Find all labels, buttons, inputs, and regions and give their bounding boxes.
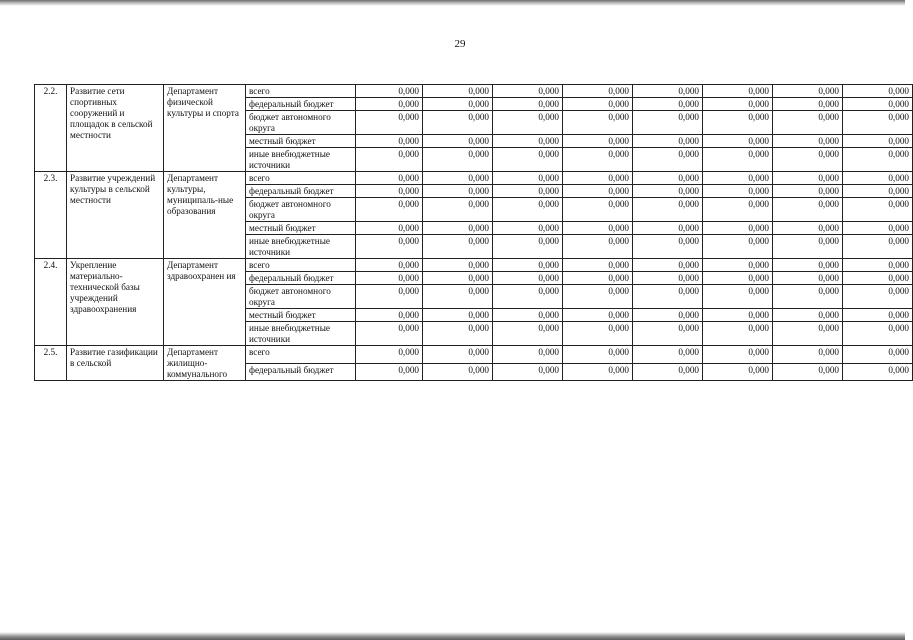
funding-value: 0,000	[703, 285, 773, 309]
funding-value: 0,000	[356, 85, 423, 98]
funding-value: 0,000	[493, 272, 563, 285]
funding-source: местный бюджет	[246, 135, 356, 148]
funding-source: бюджет автономного округа	[246, 285, 356, 309]
section-title: Развитие сети спортивных сооружений и площадок в сельской местности	[67, 85, 164, 172]
funding-value: 0,000	[703, 259, 773, 272]
funding-value: 0,000	[843, 185, 913, 198]
funding-source: иные внебюджетные источники	[246, 322, 356, 346]
funding-value: 0,000	[563, 285, 633, 309]
funding-value: 0,000	[773, 222, 843, 235]
funding-value: 0,000	[773, 148, 843, 172]
funding-value: 0,000	[356, 309, 423, 322]
funding-value: 0,000	[703, 322, 773, 346]
funding-value: 0,000	[423, 185, 493, 198]
funding-value: 0,000	[843, 346, 913, 364]
funding-value: 0,000	[843, 98, 913, 111]
funding-value: 0,000	[843, 363, 913, 381]
funding-value: 0,000	[633, 322, 703, 346]
funding-value: 0,000	[356, 363, 423, 381]
funding-value: 0,000	[356, 98, 423, 111]
funding-value: 0,000	[703, 185, 773, 198]
funding-value: 0,000	[493, 309, 563, 322]
funding-value: 0,000	[703, 272, 773, 285]
table-row	[35, 346, 913, 364]
funding-value: 0,000	[773, 346, 843, 364]
budget-table	[34, 84, 913, 381]
funding-value: 0,000	[703, 111, 773, 135]
funding-value: 0,000	[423, 148, 493, 172]
funding-value: 0,000	[633, 309, 703, 322]
funding-value: 0,000	[633, 363, 703, 381]
funding-value: 0,000	[493, 259, 563, 272]
funding-value: 0,000	[703, 363, 773, 381]
funding-value: 0,000	[843, 235, 913, 259]
funding-source: всего	[246, 172, 356, 185]
funding-value: 0,000	[703, 148, 773, 172]
funding-value: 0,000	[703, 85, 773, 98]
section-title: Развитие учреждений культуры в сельской местности	[67, 172, 164, 259]
funding-value: 0,000	[356, 346, 423, 364]
funding-value: 0,000	[356, 135, 423, 148]
funding-value: 0,000	[493, 135, 563, 148]
table-row	[35, 259, 913, 272]
funding-value: 0,000	[633, 135, 703, 148]
funding-value: 0,000	[356, 198, 423, 222]
funding-value: 0,000	[703, 222, 773, 235]
funding-value: 0,000	[493, 235, 563, 259]
funding-value: 0,000	[633, 272, 703, 285]
funding-value: 0,000	[493, 85, 563, 98]
funding-value: 0,000	[423, 135, 493, 148]
funding-value: 0,000	[356, 322, 423, 346]
funding-value: 0,000	[843, 111, 913, 135]
funding-value: 0,000	[423, 222, 493, 235]
funding-source: бюджет автономного округа	[246, 198, 356, 222]
funding-value: 0,000	[423, 111, 493, 135]
funding-value: 0,000	[843, 135, 913, 148]
section-title: Развитие газификации в сельской	[67, 346, 164, 381]
funding-value: 0,000	[633, 172, 703, 185]
responsible-department: Департамент культуры, муниципаль-ные образования	[164, 172, 246, 259]
funding-value: 0,000	[423, 172, 493, 185]
funding-value: 0,000	[563, 235, 633, 259]
funding-value: 0,000	[563, 111, 633, 135]
funding-value: 0,000	[563, 98, 633, 111]
funding-value: 0,000	[563, 363, 633, 381]
funding-value: 0,000	[703, 346, 773, 364]
funding-value: 0,000	[563, 309, 633, 322]
funding-value: 0,000	[563, 222, 633, 235]
funding-value: 0,000	[423, 85, 493, 98]
funding-value: 0,000	[773, 259, 843, 272]
funding-value: 0,000	[703, 98, 773, 111]
funding-value: 0,000	[703, 309, 773, 322]
funding-value: 0,000	[563, 185, 633, 198]
funding-value: 0,000	[633, 98, 703, 111]
funding-source: всего	[246, 346, 356, 364]
funding-value: 0,000	[843, 198, 913, 222]
funding-value: 0,000	[633, 198, 703, 222]
funding-value: 0,000	[493, 98, 563, 111]
funding-value: 0,000	[773, 172, 843, 185]
funding-value: 0,000	[563, 172, 633, 185]
funding-value: 0,000	[493, 222, 563, 235]
funding-source: федеральный бюджет	[246, 363, 356, 381]
funding-value: 0,000	[773, 185, 843, 198]
funding-value: 0,000	[633, 148, 703, 172]
funding-value: 0,000	[633, 235, 703, 259]
funding-value: 0,000	[563, 259, 633, 272]
funding-value: 0,000	[493, 346, 563, 364]
funding-value: 0,000	[773, 135, 843, 148]
funding-value: 0,000	[356, 235, 423, 259]
funding-value: 0,000	[773, 198, 843, 222]
funding-value: 0,000	[493, 285, 563, 309]
funding-value: 0,000	[356, 222, 423, 235]
funding-value: 0,000	[563, 198, 633, 222]
funding-value: 0,000	[563, 272, 633, 285]
funding-value: 0,000	[843, 85, 913, 98]
funding-value: 0,000	[633, 185, 703, 198]
responsible-department: Департамент жилищно-коммунального	[164, 346, 246, 381]
funding-value: 0,000	[493, 148, 563, 172]
funding-value: 0,000	[773, 85, 843, 98]
funding-value: 0,000	[843, 222, 913, 235]
funding-value: 0,000	[843, 272, 913, 285]
funding-source: всего	[246, 259, 356, 272]
funding-value: 0,000	[633, 285, 703, 309]
funding-value: 0,000	[423, 98, 493, 111]
funding-value: 0,000	[356, 111, 423, 135]
funding-value: 0,000	[423, 309, 493, 322]
funding-value: 0,000	[773, 235, 843, 259]
funding-source: федеральный бюджет	[246, 185, 356, 198]
funding-value: 0,000	[843, 322, 913, 346]
funding-value: 0,000	[703, 198, 773, 222]
funding-value: 0,000	[356, 272, 423, 285]
funding-value: 0,000	[843, 309, 913, 322]
section-title: Укрепление материально-технической базы учреждений здравоохранения	[67, 259, 164, 346]
funding-value: 0,000	[633, 222, 703, 235]
funding-value: 0,000	[703, 135, 773, 148]
funding-value: 0,000	[493, 185, 563, 198]
page-number: 29	[454, 38, 466, 50]
table-row	[35, 172, 913, 185]
funding-source: федеральный бюджет	[246, 98, 356, 111]
funding-value: 0,000	[423, 235, 493, 259]
funding-value: 0,000	[423, 322, 493, 346]
funding-source: всего	[246, 85, 356, 98]
funding-value: 0,000	[356, 285, 423, 309]
funding-value: 0,000	[493, 198, 563, 222]
funding-value: 0,000	[703, 235, 773, 259]
funding-value: 0,000	[563, 135, 633, 148]
funding-value: 0,000	[423, 198, 493, 222]
section-number: 2.2.	[35, 85, 67, 172]
funding-value: 0,000	[843, 148, 913, 172]
funding-value: 0,000	[563, 148, 633, 172]
funding-value: 0,000	[493, 111, 563, 135]
scan-edge-top	[0, 0, 905, 6]
funding-value: 0,000	[356, 185, 423, 198]
funding-value: 0,000	[493, 363, 563, 381]
funding-source: местный бюджет	[246, 222, 356, 235]
funding-source: местный бюджет	[246, 309, 356, 322]
section-number: 2.5.	[35, 346, 67, 381]
funding-value: 0,000	[356, 259, 423, 272]
funding-value: 0,000	[773, 363, 843, 381]
table-body	[35, 85, 913, 381]
funding-value: 0,000	[423, 259, 493, 272]
funding-value: 0,000	[563, 85, 633, 98]
responsible-department: Департамент здравоохранен ия	[164, 259, 246, 346]
funding-value: 0,000	[633, 111, 703, 135]
funding-value: 0,000	[773, 111, 843, 135]
funding-value: 0,000	[773, 322, 843, 346]
funding-value: 0,000	[703, 172, 773, 185]
section-number: 2.3.	[35, 172, 67, 259]
section-number: 2.4.	[35, 259, 67, 346]
funding-source: иные внебюджетные источники	[246, 235, 356, 259]
funding-value: 0,000	[563, 346, 633, 364]
funding-value: 0,000	[633, 346, 703, 364]
funding-source: бюджет автономного округа	[246, 111, 356, 135]
funding-value: 0,000	[633, 259, 703, 272]
funding-value: 0,000	[423, 363, 493, 381]
funding-value: 0,000	[773, 285, 843, 309]
funding-value: 0,000	[773, 309, 843, 322]
responsible-department: Департамент физической культуры и спорта	[164, 85, 246, 172]
funding-value: 0,000	[493, 322, 563, 346]
table-row	[35, 85, 913, 98]
funding-value: 0,000	[423, 346, 493, 364]
funding-value: 0,000	[843, 172, 913, 185]
funding-value: 0,000	[356, 148, 423, 172]
funding-value: 0,000	[773, 98, 843, 111]
funding-value: 0,000	[563, 322, 633, 346]
funding-value: 0,000	[423, 272, 493, 285]
funding-value: 0,000	[633, 85, 703, 98]
funding-value: 0,000	[493, 172, 563, 185]
scan-edge-bottom	[0, 632, 905, 640]
funding-source: иные внебюджетные источники	[246, 148, 356, 172]
funding-value: 0,000	[843, 259, 913, 272]
funding-value: 0,000	[356, 172, 423, 185]
funding-source: федеральный бюджет	[246, 272, 356, 285]
funding-value: 0,000	[773, 272, 843, 285]
funding-value: 0,000	[423, 285, 493, 309]
funding-value: 0,000	[843, 285, 913, 309]
